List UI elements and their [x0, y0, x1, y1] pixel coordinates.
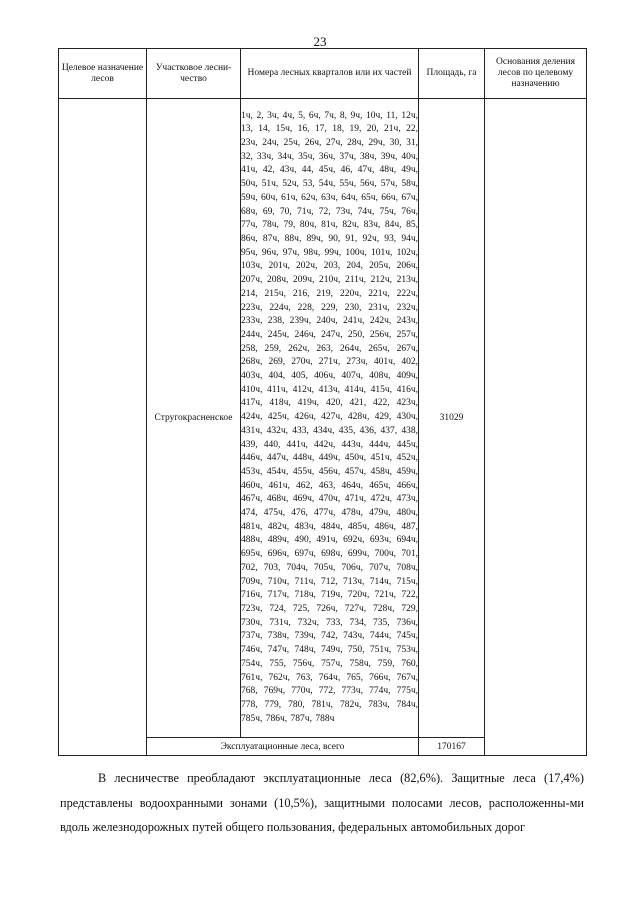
cell-purpose: [59, 99, 147, 756]
cell-basis: [485, 99, 587, 756]
table-header-row: [59, 49, 587, 99]
forest-purpose-table: [58, 48, 587, 756]
header-purpose: Целевое назначение лесов: [59, 49, 147, 99]
table-row: [59, 99, 587, 738]
total-label: Эксплуатационные леса, всего: [147, 738, 419, 756]
body-paragraph: [60, 766, 584, 840]
header-quarters: Номера лесных кварталов или их частей: [241, 49, 419, 99]
cell-district: Стругокрасненское: [147, 99, 241, 738]
header-area: Площадь, га: [419, 49, 485, 99]
header-basis: Основания деления лесов по целевому назначению: [485, 49, 587, 99]
header-district: Участковое лесни-чество: [147, 49, 241, 99]
paragraph-text: В лесничестве преобладают эксплуатационные леса (82,6%). Защитные леса (17,4%) представлены водоохранными зонами (10,5%), защитными полосами лесов, расположенны-ми вдоль железнодорожных путей общего пользования, федеральных автомобильных дорог: [60, 771, 584, 835]
cell-quarters: 1ч, 2, 3ч, 4ч, 5, 6ч, 7ч, 8, 9ч, 10ч, 11, 12ч, 13, 14, 15ч, 16, 17, 18, 19, 20, 21ч, 22, 23ч, 24ч, 25ч, 26ч, 27ч, 28ч, 29ч, 30, 31, 32, 33ч, 34ч, 35ч, 36ч, 37ч, 38ч, 39ч, 40ч, 41ч, 42, 43ч, 44, 45ч, 46, 47ч, 48ч, 49ч, 50ч, 51ч, 52ч, 53, 54ч, 55ч, 56ч, 57ч, 58ч, 59ч, 60ч, 61ч, 62ч, 63ч, 64ч, 65ч, 66ч, 67ч, 68ч, 69, 70, 71ч, 72, 73ч, 74ч, 75ч, 76ч, 77ч, 78ч, 79, 80ч, 81ч, 82ч, 83ч, 84ч, 85, 86ч, 87ч, 88ч, 89ч, 90, 91, 92ч, 93, 94ч, 95ч, 96ч, 97ч, 98ч, 99ч, 100ч, 101ч, 102ч, 103ч, 201ч, 202ч, 203, 204, 205ч, 206ч, 207ч, 208ч, 209ч, 210ч, 211ч, 212ч, 213ч, 214, 215ч, 216, 219, 220ч, 221ч, 222ч, 223ч, 224ч, 228, 229, 230, 231ч, 232ч, 233ч, 238, 239ч, 240ч, 241ч, 242ч, 243ч, 244ч, 245ч, 246ч, 247ч, 250, 256ч, 257ч, 258, 259, 262ч, 263, 264ч, 265ч, 267ч, 268ч, 269, 270ч, 271ч, 273ч, 401ч, 402, 403ч, 404, 405, 406ч, 407ч, 408ч, 409ч, 410ч, 411ч, 412ч, 413ч, 414ч, 415ч, 416ч, 417ч, 418ч, 419ч, 420, 421, 422, 423ч, 424ч, 425ч, 426ч, 427ч, 428ч, 429, 430ч, 431ч, 432ч, 433, 434ч, 435, 436, 437, 438, 439, 440, 441ч, 442ч, 443ч, 444ч, 445ч, 446ч, 447ч, 448ч, 449ч, 450ч, 451ч, 452ч, 453ч, 454ч, 455ч, 456ч, 457ч, 458ч, 459ч, 460ч, 461ч, 462, 463, 464ч, 465ч, 466ч, 467ч, 468ч, 469ч, 470ч, 471ч, 472ч, 473ч, 474, 475ч, 476, 477ч, 478ч, 479ч, 480ч, 481ч, 482ч, 483ч, 484ч, 485ч, 486ч, 487, 488ч, 489ч, 490, 491ч, 692ч, 693ч, 694ч, 695ч, 696ч, 697ч, 698ч, 699ч, 700ч, 701, 702, 703, 704ч, 705ч, 706ч, 707ч, 708ч, 709ч, 710ч, 711ч, 712, 713ч, 714ч, 715ч, 716ч, 717ч, 718ч, 719ч, 720ч, 721ч, 722, 723ч, 724, 725, 726ч, 727ч, 728ч, 729, 730ч, 731ч, 732ч, 733, 734, 735, 736ч, 737ч, 738ч, 739ч, 742, 743ч, 744ч, 745ч, 746ч, 747ч, 748ч, 749ч, 750, 751ч, 753ч, 754ч, 755, 756ч, 757ч, 758ч, 759, 760, 761ч, 762ч, 763, 764ч, 765, 766ч, 767ч, 768, 769ч, 770ч, 772, 773ч, 774ч, 775ч, 778, 779, 780, 781ч, 782ч, 783ч, 784ч, 785ч, 786ч, 787ч, 788ч: [241, 99, 419, 738]
total-value: 170167: [419, 738, 485, 756]
cell-area: 31029: [419, 99, 485, 738]
page-number: 23: [313, 34, 327, 49]
